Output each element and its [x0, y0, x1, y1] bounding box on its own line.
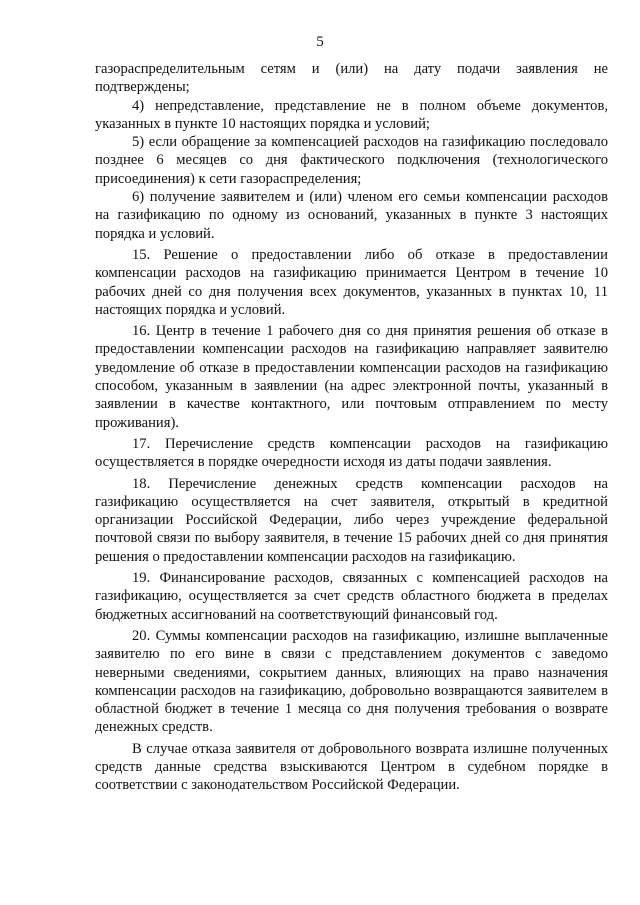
document-body	[95, 60, 608, 795]
paragraph-item-5: 5) если обращение за компенсацией расходов на газификацию последовало позднее 6 месяцев со дня фактического подключения (технологического присоединения) к сети газораспределения;	[95, 134, 608, 187]
paragraph-continuation: газораспределительным сетям и (или) на дату подачи заявления не подтверждены;	[95, 61, 608, 96]
paragraph-item-4: 4) непредставление, представление не в полном объеме документов, указанных в пункте 10 настоящих порядка и условий;	[95, 97, 608, 132]
paragraph-refusal-recovery: В случае отказа заявителя от добровольного возврата излишне полученных средств данные средства взыскиваются Центром в судебном порядке в соответствии с законодательством Российской Федерации.	[95, 740, 608, 794]
paragraph-item-6: 6) получение заявителем и (или) членом его семьи компенсации расходов на газификацию по одному из оснований, указанных в пункте 3 настоящих порядка и условий.	[95, 189, 608, 242]
paragraph-clause-15: 15. Решение о предоставлении либо об отказе в предоставлении компенсации расходов на газификацию принимается Центром в течение 10 рабочих дней со дня получения всех документов, указанных в пунктах 10, 11 настоящих порядка и условий.	[95, 246, 608, 318]
paragraph-clause-16: 16. Центр в течение 1 рабочего дня со дня принятия решения об отказе в предоставлении компенсации расходов на газификацию направляет заявителю уведомление об отказе в предоставлении компенсации расходов на газификацию способом, указанным в заявлении (на адрес электронной почты, указанный в заявлении в качестве контактного, или почтовым отправлением по месту проживания).	[95, 323, 608, 431]
paragraph-clause-20: 20. Суммы компенсации расходов на газификацию, излишне выплаченные заявителю по его вине в связи с представлением документов с заведомо неверными сведениями, сокрытием данных, влияющих на право назначения компенсации расходов на газификацию, добровольно возвращаются заявителем в областной бюджет в течение 1 месяца со дня получения требования о возврате денежных средств.	[95, 627, 608, 736]
paragraph-clause-19: 19. Финансирование расходов, связанных с компенсацией расходов на газификацию, осуществляется за счет средств областного бюджета в пределах бюджетных ассигнований на соответствующий финансовый год.	[95, 570, 608, 623]
paragraph-clause-17: 17. Перечисление средств компенсации расходов на газификацию осуществляется в порядке очередности исходя из даты подачи заявления.	[95, 435, 608, 471]
page-number: 5	[316, 34, 324, 50]
paragraph-clause-18: 18. Перечисление денежных средств компенсации расходов на газификацию осуществляется на счет заявителя, открытый в кредитной организации Российской Федерации, либо через учреждение федеральной почтовой связи по выбору заявителя, в течение 15 рабочих дней со дня принятия решения о предоставлении компенсации расходов на газификацию.	[95, 475, 608, 565]
